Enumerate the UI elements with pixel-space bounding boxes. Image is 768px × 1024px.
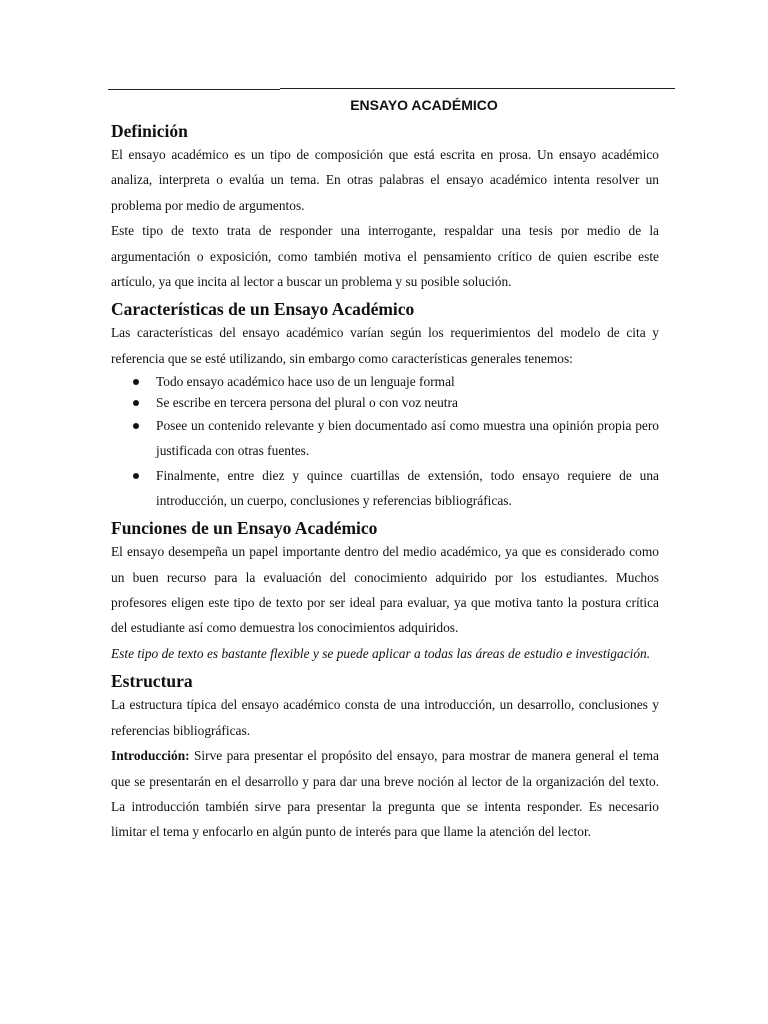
list-item <box>111 413 659 463</box>
section-heading: Definición <box>111 121 188 141</box>
document-body <box>111 94 659 845</box>
list-item-text: Posee un contenido relevante y bien documentado así como muestra una opinión propia pero justificada con otras fuentes. <box>156 418 659 459</box>
bullet-icon <box>133 400 139 406</box>
document-title: ENSAYO ACADÉMICO <box>350 97 498 113</box>
paragraph: Las características del ensayo académico varían según los requerimientos del modelo de cita y referencia que se esté utilizando, sin embargo como características generales tenemos: <box>111 325 659 366</box>
list-item <box>111 463 659 513</box>
italic-note: Este tipo de texto es bastante flexible y se puede aplicar a todas las áreas de estudio e investigación. <box>111 645 651 661</box>
paragraph: El ensayo desempeña un papel importante dentro del medio académico, ya que es considerado como un buen recurso para la evaluación del conocimiento adquirido por los estudiantes. Muchos profesores eligen este tipo de texto por ser ideal para evaluar, ya que motiva tanto la postura crítica del estudiante así como demuestra los conocimientos adquiridos. <box>111 544 659 636</box>
paragraph: La estructura típica del ensayo académico consta de una introducción, un desarrollo, conclusiones y referencias bibliográficas. <box>111 697 659 738</box>
bullet-icon <box>133 473 139 479</box>
bullet-icon <box>133 423 139 429</box>
list-item-text: Se escribe en tercera persona del plural o con voz neutra <box>156 395 458 411</box>
section-caracteristicas <box>111 298 659 513</box>
header-rule-right <box>280 88 675 89</box>
section-heading: Funciones de un Ensayo Académico <box>111 518 378 539</box>
paragraph: El ensayo académico es un tipo de composición que está escrita en prosa. Un ensayo académico analiza, interpreta o evalúa un tema. En otras palabras el ensayo académico intenta resolver un problema por medio de argumentos. <box>111 147 659 213</box>
header-rule-left <box>108 89 280 90</box>
list-item-text: Todo ensayo académico hace uso de un lenguaje formal <box>156 374 455 390</box>
bullet-list <box>111 371 659 513</box>
introduccion-text: Sirve para presentar el propósito del ensayo, para mostrar de manera general el tema que se presentarán en el desarrollo y para dar una breve noción al lector de la organización del texto. La introducción también sirve para presentar la pregunta que se intenta responder. Es necesario limitar el tema y enfocarlo en algún punto de interés para que llame la atención del lector. <box>111 748 659 840</box>
list-item <box>111 392 659 413</box>
list-item-text: Finalmente, entre diez y quince cuartillas de extensión, todo ensayo requiere de una introducción, un cuerpo, conclusiones y referencias bibliográficas. <box>156 468 659 509</box>
section-estructura <box>111 670 659 844</box>
list-item <box>111 371 659 392</box>
section-definicion <box>111 120 659 294</box>
section-funciones <box>111 517 659 666</box>
introduccion-label: Introducción: <box>111 748 190 764</box>
section-heading: Estructura <box>111 671 193 692</box>
section-heading: Características de un Ensayo Académico <box>111 299 415 320</box>
introduccion-paragraph <box>111 743 659 845</box>
bullet-icon <box>133 379 139 385</box>
paragraph: Este tipo de texto trata de responder una interrogante, respaldar una tesis por medio de la argumentación o exposición, como también motiva el pensamiento crítico de quien escribe este artículo, ya que incita al lector a buscar un problema y su posible solución. <box>111 223 659 290</box>
